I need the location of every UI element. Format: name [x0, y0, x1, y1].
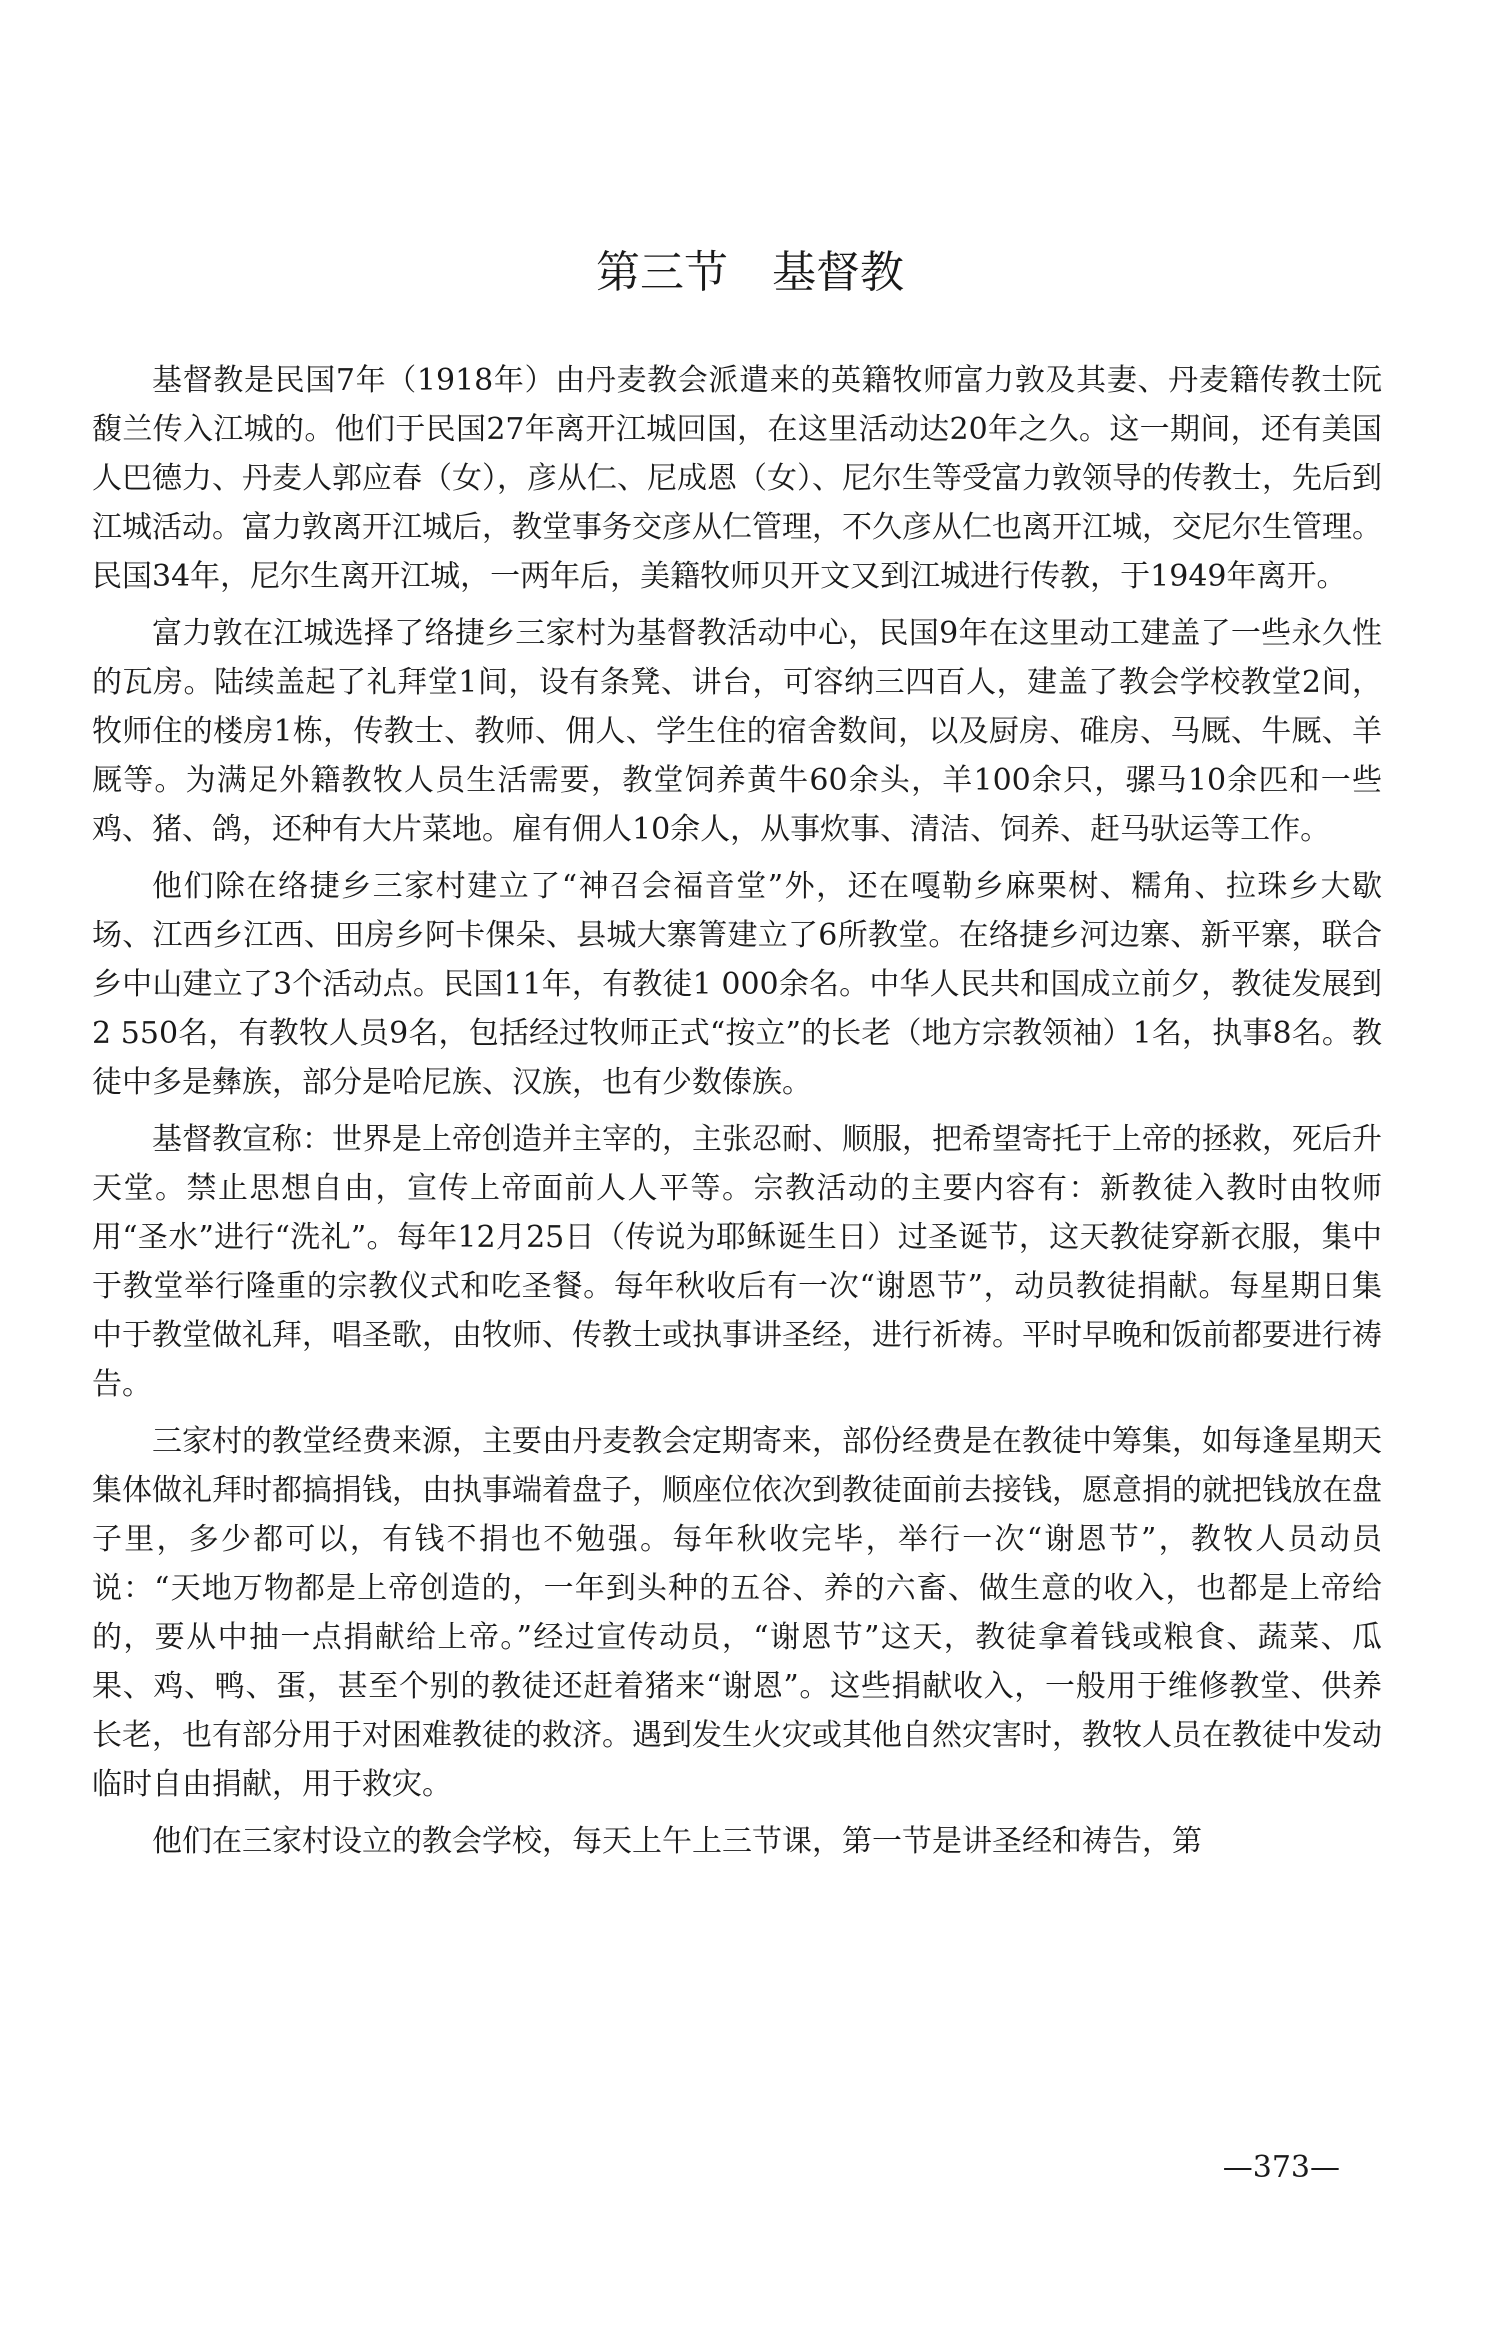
- section-title: 第三节 基督教: [596, 247, 904, 298]
- paragraph: 三家村的教堂经费来源，主要由丹麦教会定期寄来，部份经费是在教徒中筹集，如每逢星期天集体做礼拜时都搞捐钱，由执事端着盘子，顺座位依次到教徒面前去接钱，愿意捐的就把钱放在盘子里，多少都可以，有钱不捐也不勉强。每年秋收完毕，举行一次“谢恩节”，教牧人员动员说：“天地万物都是上帝创造的，一年到头种的五谷、养的六畜、做生意的收入，也都是上帝给的，要从中抽一点捐献给上帝。”经过宣传动员，“谢恩节”这天，教徒拿着钱或粮食、蔬菜、瓜果、鸡、鸭、蛋，甚至个别的教徒还赶着猪来“谢恩”。这些捐献收入，一般用于维修教堂、供养长老，也有部分用于对困难教徒的救济。遇到发生火灾或其他自然灾害时，教牧人员在教徒中发动临时自由捐献，用于救灾。: [92, 1424, 1382, 1802]
- page-number: —373—: [1222, 2150, 1340, 2185]
- paragraph: 基督教宣称：世界是上帝创造并主宰的，主张忍耐、顺服，把希望寄托于上帝的拯救，死后升天堂。禁止思想自由，宣传上帝面前人人平等。宗教活动的主要内容有：新教徒入教时由牧师用“圣水”进行“洗礼”。每年12月25日（传说为耶稣诞生日）过圣诞节，这天教徒穿新衣服，集中于教堂举行隆重的宗教仪式和吃圣餐。每年秋收后有一次“谢恩节”，动员教徒捐献。每星期日集中于教堂做礼拜，唱圣歌，由牧师、传教士或执事讲圣经，进行祈祷。平时早晚和饭前都要进行祷告。: [92, 1122, 1382, 1402]
- paragraph: 富力敦在江城选择了络捷乡三家村为基督教活动中心，民国9年在这里动工建盖了一些永久性的瓦房。陆续盖起了礼拜堂1间，设有条凳、讲台，可容纳三四百人，建盖了教会学校教堂2间，牧师住的楼房1栋，传教士、教师、佣人、学生住的宿舍数间，以及厨房、碓房、马厩、牛厩、羊厩等。为满足外籍教牧人员生活需要，教堂饲养黄牛60余头，羊100余只，骡马10余匹和一些鸡、猪、鸽，还种有大片菜地。雇有佣人10余人，从事炊事、清洁、饲养、赶马驮运等工作。: [92, 616, 1382, 847]
- paragraph: 他们除在络捷乡三家村建立了“神召会福音堂”外，还在嘎勒乡麻栗树、糯角、拉珠乡大歇场、江西乡江西、田房乡阿卡倮朵、县城大寨箐建立了6所教堂。在络捷乡河边寨、新平寨，联合乡中山建立了3个活动点。民国11年，有教徒1 000余名。中华人民共和国成立前夕，教徒发展到2 550名，有教牧人员9名，包括经过牧师正式“按立”的长老（地方宗教领袖）1名，执事8名。教徒中多是彝族，部分是哈尼族、汉族，也有少数傣族。: [92, 869, 1382, 1100]
- paragraph: 他们在三家村设立的教会学校，每天上午上三节课，第一节是讲圣经和祷告，第: [152, 1824, 1202, 1859]
- body-text: [92, 356, 1382, 1874]
- paragraph: 基督教是民国7年（1918年）由丹麦教会派遣来的英籍牧师富力敦及其妻、丹麦籍传教士阮馥兰传入江城的。他们于民国27年离开江城回国，在这里活动达20年之久。这一期间，还有美国人巴德力、丹麦人郭应春（女），彦从仁、尼成恩（女）、尼尔生等受富力敦领导的传教士，先后到江城活动。富力敦离开江城后，教堂事务交彦从仁管理，不久彦从仁也离开江城，交尼尔生管理。民国34年，尼尔生离开江城，一两年后，美籍牧师贝开文又到江城进行传教，于1949年离开。: [92, 363, 1382, 594]
